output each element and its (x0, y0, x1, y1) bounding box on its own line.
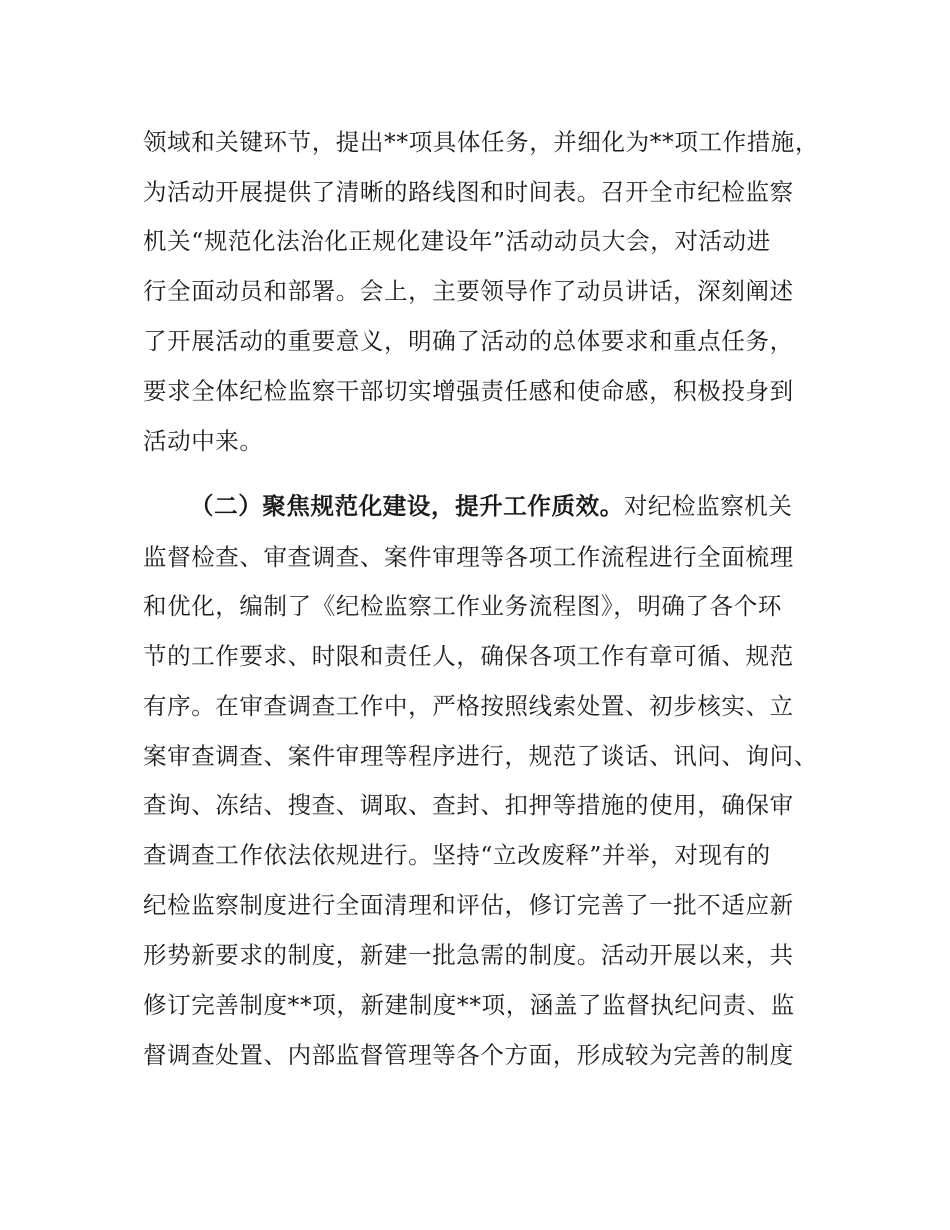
paragraph-1-line-3: 机关“规范化法治化正规化建设年”活动动员大会，对活动进 (143, 227, 771, 255)
paragraph-2-line-3: 和优化，编制了《纪检监察工作业务流程图》，明确了各个环 (143, 592, 782, 620)
paragraph-1-line-7: 活动中来。 (143, 427, 264, 455)
paragraph-1-line-6: 要求全体纪检监察干部切实增强责任感和使命感，积极投身到 (143, 377, 794, 405)
paragraph-1-line-1: 领域和关键环节，提出**项具体任务，并细化为**项工作措施， (143, 128, 819, 156)
paragraph-2-line-9: 纪检监察制度进行全面清理和评估，修订完善了一批不适应新 (143, 891, 794, 919)
paragraph-1-line-2: 为活动开展提供了清晰的路线图和时间表。召开全市纪检监察 (143, 178, 794, 206)
paragraph-1-line-5: 了开展活动的重要意义，明确了活动的总体要求和重点任务， (143, 327, 794, 355)
section-heading: （二）聚焦规范化建设，提升工作质效。 (190, 492, 624, 520)
paragraph-1-line-4: 行全面动员和部署。会上，主要领导作了动员讲话，深刻阐述 (143, 277, 794, 305)
paragraph-2-line-10: 形势新要求的制度，新建一批急需的制度。活动开展以来，共 (143, 941, 794, 969)
paragraph-2-line-6: 案审查调查、案件审理等程序进行，规范了谈话、讯问、询问、 (143, 742, 818, 770)
paragraph-2-line-8: 查调查工作依法依规进行。坚持“立改废释”并举，对现有的 (143, 841, 771, 869)
paragraph-2-line-12: 督调查处置、内部监督管理等各个方面，形成较为完善的制度 (143, 1041, 794, 1069)
paragraph-2-first-line-text: 对纪检监察机关 (623, 492, 793, 520)
paragraph-2-line-5: 有序。在审查调查工作中，严格按照线索处置、初步核实、立 (143, 692, 794, 720)
paragraph-2-line-2: 监督检查、审查调查、案件审理等各项工作流程进行全面梳理 (143, 543, 794, 571)
paragraph-2-line-7: 查询、冻结、搜查、调取、查封、扣押等措施的使用，确保审 (143, 791, 794, 819)
paragraph-2-line-11: 修订完善制度**项，新建制度**项，涵盖了监督执纪问责、监 (143, 991, 795, 1019)
paragraph-2-line-4: 节的工作要求、时限和责任人，确保各项工作有章可循、规范 (143, 642, 794, 670)
paragraph-2-first-line (190, 491, 793, 521)
